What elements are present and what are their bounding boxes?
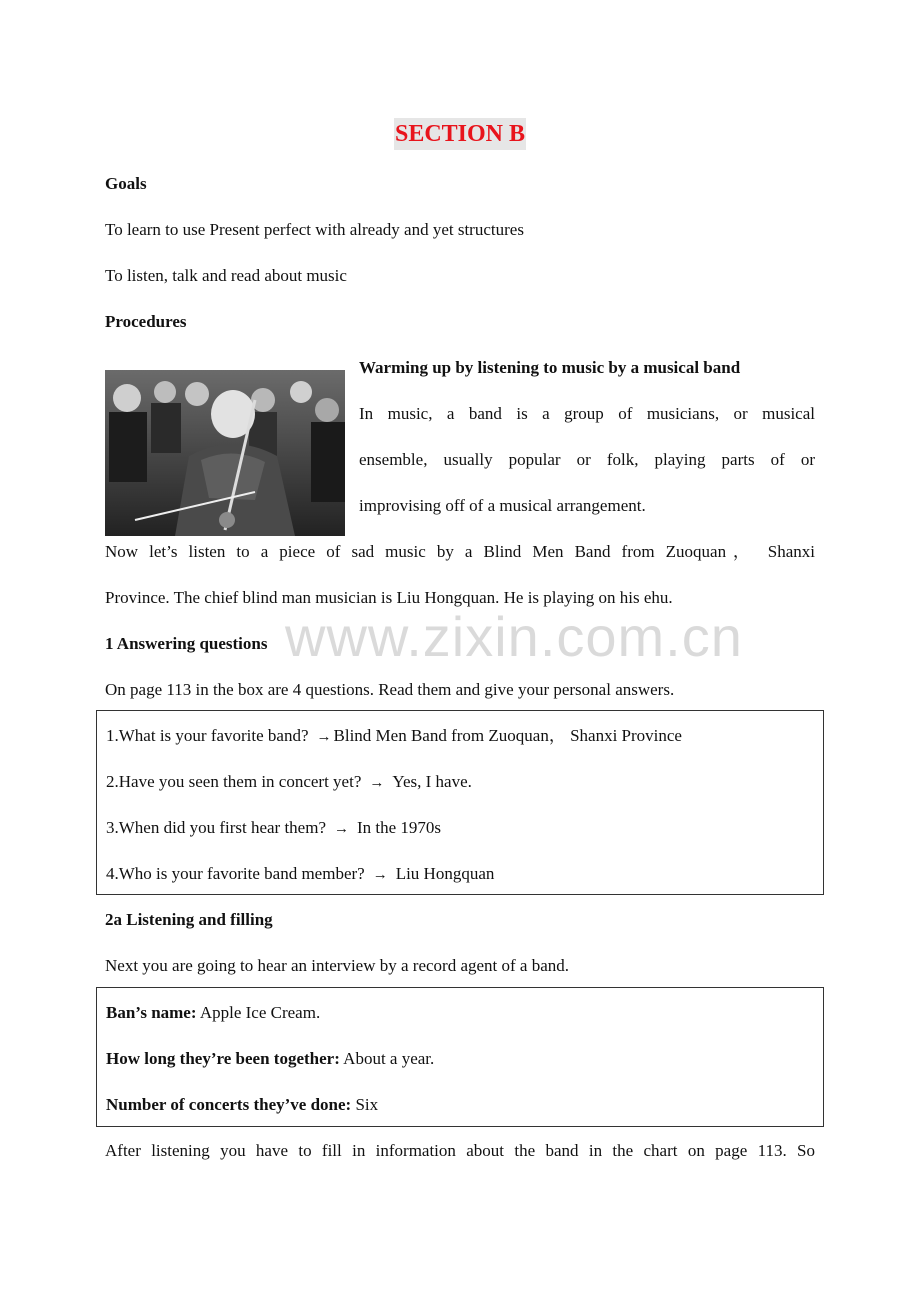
field-value: About a year. <box>339 1049 435 1068</box>
arrow-icon: → <box>334 821 349 837</box>
answer-text: In the 1970s <box>357 818 442 837</box>
band-info-box <box>96 987 824 1127</box>
field-value: Apple Ice Cream. <box>196 1003 321 1022</box>
answer-text: Liu Hongquan <box>395 864 495 883</box>
question-text: 2.Have you seen them in concert yet? <box>106 772 362 791</box>
field-label: Ban’s name: <box>106 1003 197 1022</box>
band-field <box>106 1002 320 1024</box>
arrow-icon: → <box>369 775 385 791</box>
listen-text-line: Now let’s listen to a piece of sad music by a Blind Men Band from Zuoquan， Shanxi <box>105 542 815 561</box>
arrow-icon: → <box>372 867 388 883</box>
listen-text-line: Province. The chief blind man musician is Liu Hongquan. He is playing on his ehu. <box>105 588 673 607</box>
question-text: 4.Who is your favorite band member? <box>106 864 365 883</box>
goal-item: To listen, talk and read about music <box>105 266 347 285</box>
band-field <box>106 1048 434 1070</box>
warmup-text-line: improvising off of a musical arrangement. <box>359 496 646 515</box>
qa-row <box>106 725 682 748</box>
watermark: www.zixin.com.cn <box>285 605 743 668</box>
question-text: 3.When did you first hear them? <box>106 818 326 837</box>
field-label: Number of concerts they’ve done: <box>106 1095 352 1114</box>
qa-row <box>106 817 441 840</box>
field-value: Six <box>351 1095 379 1114</box>
field-label: How long they’re been together: <box>106 1049 340 1068</box>
section2a-after-text: After listening you have to fill in information about the band in the chart on page 113. So <box>105 1141 815 1160</box>
qa-row <box>106 863 494 886</box>
arrow-icon: → <box>316 729 332 745</box>
questions-box <box>96 710 824 895</box>
musician-photo <box>105 370 345 536</box>
section-title-text: SECTION B <box>394 118 526 150</box>
procedures-heading: Procedures <box>105 312 187 331</box>
qa-row <box>106 771 472 794</box>
warmup-heading: Warming up by listening to music by a musical band <box>359 358 741 377</box>
answer-text: Blind Men Band from Zuoquan， Shanxi Province <box>333 726 682 745</box>
section1-intro: On page 113 in the box are 4 questions. Read them and give your personal answers. <box>105 680 675 699</box>
section1-heading: 1 Answering questions <box>105 634 268 653</box>
answer-text: Yes, I have. <box>392 772 472 791</box>
section2a-heading: 2a Listening and filling <box>105 910 273 929</box>
goal-item: To learn to use Present perfect with already and yet structures <box>105 220 524 239</box>
band-field <box>106 1094 378 1116</box>
question-text: 1.What is your favorite band? <box>106 726 309 745</box>
goals-heading: Goals <box>105 174 147 193</box>
section-title <box>0 118 920 150</box>
warmup-text-line: In music, a band is a group of musicians, or musical <box>359 404 815 423</box>
section2a-intro: Next you are going to hear an interview by a record agent of a band. <box>105 956 570 975</box>
musician-photo-icon <box>105 370 345 536</box>
warmup-text-line: ensemble, usually popular or folk, playing parts of or <box>359 450 815 469</box>
